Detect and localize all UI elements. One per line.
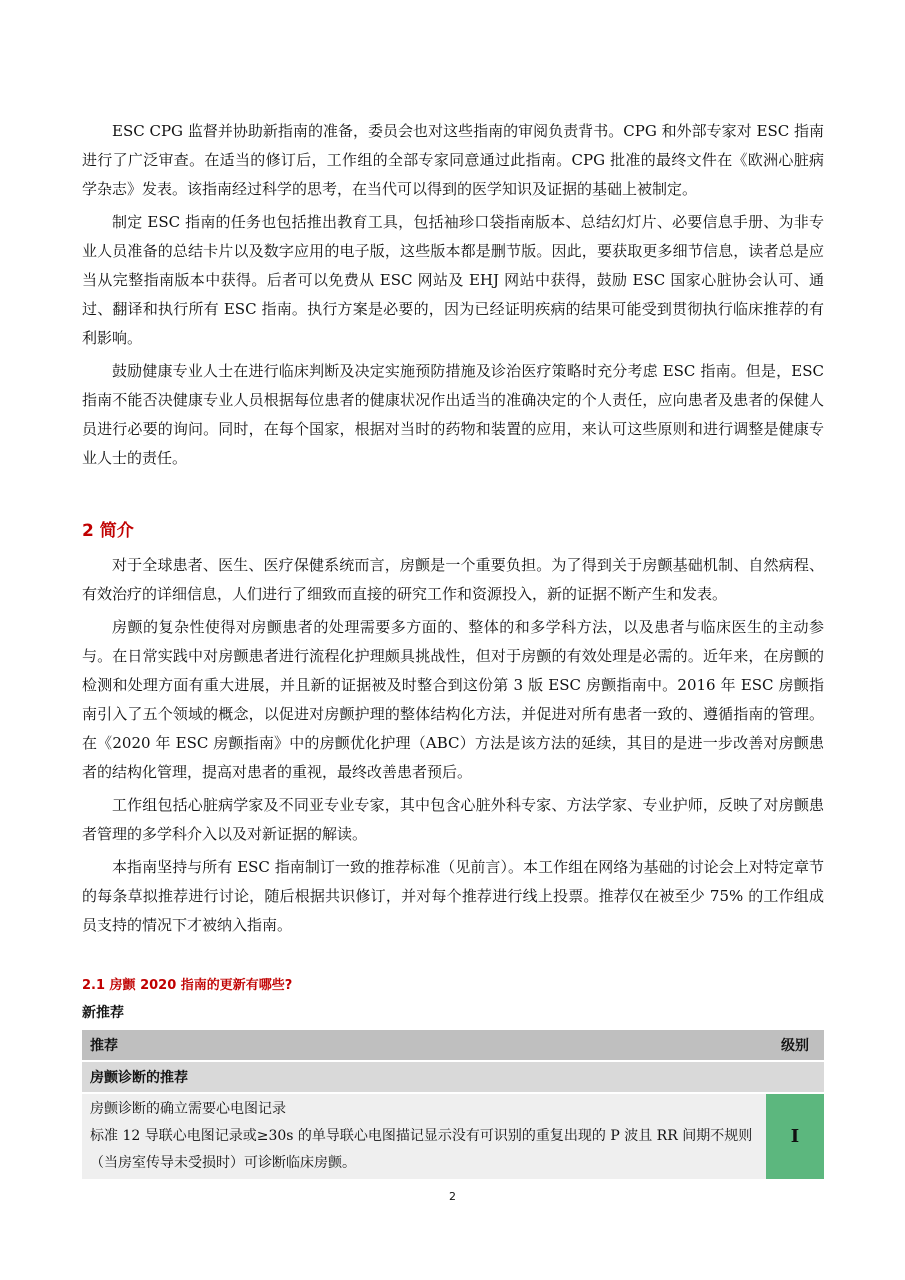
new-recommendations-label: 新推荐: [82, 1005, 124, 1021]
recommendation-line: 房颤诊断的确立需要心电图记录: [90, 1101, 286, 1117]
paragraph: 制定 ESC 指南的任务也包括推出教育工具，包括袖珍口袋指南版本、总结幻灯片、必要信息手册、为非专业人员准备的总结卡片以及数字应用的电子版，这些版本都是删节版。因此，要获取更多细节信息，读者总是应当从完整指南版本中获得。后者可以免费从 ESC 网站及 EHJ 网站中获得，鼓励 ESC 国家心脏协会认可、通过、翻译和执行所有 ESC 指南。执行方案是必要的，因为已经证明疾病的结果可能受到贯彻执行临床推荐的有利影响。: [82, 213, 824, 347]
recommendation-text: [82, 1094, 766, 1179]
table-header-row: [82, 1030, 824, 1062]
paragraph: 工作组包括心脏病学家及不同亚专业专家，其中包含心脏外科专家、方法学家、专业护师，反映了对房颤患者管理的多学科介入以及对新证据的解读。: [82, 796, 824, 843]
recommendation-table: [82, 1030, 824, 1179]
document-page: [82, 0, 824, 1179]
intro-section: [82, 551, 824, 940]
paragraph: ESC CPG 监督并协助新指南的准备，委员会也对这些指南的审阅负责背书。CPG 和外部专家对 ESC 指南进行了广泛审查。在适当的修订后，工作组的全部专家同意通过此指南。CPG 批准的最终文件在《欧洲心脏病学杂志》发表。该指南经过科学的思考，在当代可以得到的医学知识及证据的基础上被制定。: [82, 122, 824, 198]
paragraph: 房颤的复杂性使得对房颤患者的处理需要多方面的、整体的和多学科方法，以及患者与临床医生的主动参与。在日常实践中对房颤患者进行流程化护理颇具挑战性，但对于房颤的有效处理是必需的。近年来，在房颤的检测和处理方面有重大进展，并且新的证据被及时整合到这份第 3 版 ESC 房颤指南中。2016 年 ESC 房颤指南引入了五个领域的概念，以促进对房颤护理的整体结构化方法，并促进对所有患者一致的、遵循指南的管理。在《2020 年 ESC 房颤指南》中的房颤优化护理（ABC）方法是该方法的延续，其目的是进一步改善对房颤患者的结构化管理，提高对患者的重视，最终改善患者预后。: [82, 618, 824, 781]
paragraph: 对于全球患者、医生、医疗保健系统而言，房颤是一个重要负担。为了得到关于房颤基础机制、自然病程、有效治疗的详细信息，人们进行了细致而直接的研究工作和资源投入，新的证据不断产生和发表。: [82, 556, 824, 603]
section-heading: 2 简介: [82, 521, 134, 541]
recommendation-level-badge: I: [766, 1094, 824, 1179]
table-row: [82, 1094, 824, 1179]
page-number: 2: [449, 1190, 456, 1203]
category-label: 房颤诊断的推荐: [82, 1062, 824, 1094]
paragraph: 本指南坚持与所有 ESC 指南制订一致的推荐标准（见前言）。本工作组在网络为基础的讨论会上对特定章节的每条草拟推荐进行讨论，随后根据共识修订，并对每个推荐进行线上投票。推荐仅在被至少 75% 的工作组成员支持的情况下才被纳入指南。: [82, 858, 824, 934]
subsection-heading: 2.1 房颤 2020 指南的更新有哪些?: [82, 978, 293, 993]
category-row: [82, 1062, 824, 1094]
column-header-level: 级别: [766, 1030, 824, 1062]
recommendation-line: 标准 12 导联心电图记录或≥30s 的单导联心电图描记显示没有可识别的重复出现的 P 波且 RR 间期不规则（当房室传导未受损时）可诊断临床房颤。: [90, 1128, 753, 1171]
column-header-recommendation: 推荐: [82, 1030, 766, 1062]
paragraph: 鼓励健康专业人士在进行临床判断及决定实施预防措施及诊治医疗策略时充分考虑 ESC 指南。但是，ESC 指南不能否决健康专业人员根据每位患者的健康状况作出适当的准确决定的个人责任，应向患者及患者的保健人员进行必要的询问。同时，在每个国家，根据对当时的药物和装置的应用，来认可这些原则和进行调整是健康专业人士的责任。: [82, 362, 824, 467]
